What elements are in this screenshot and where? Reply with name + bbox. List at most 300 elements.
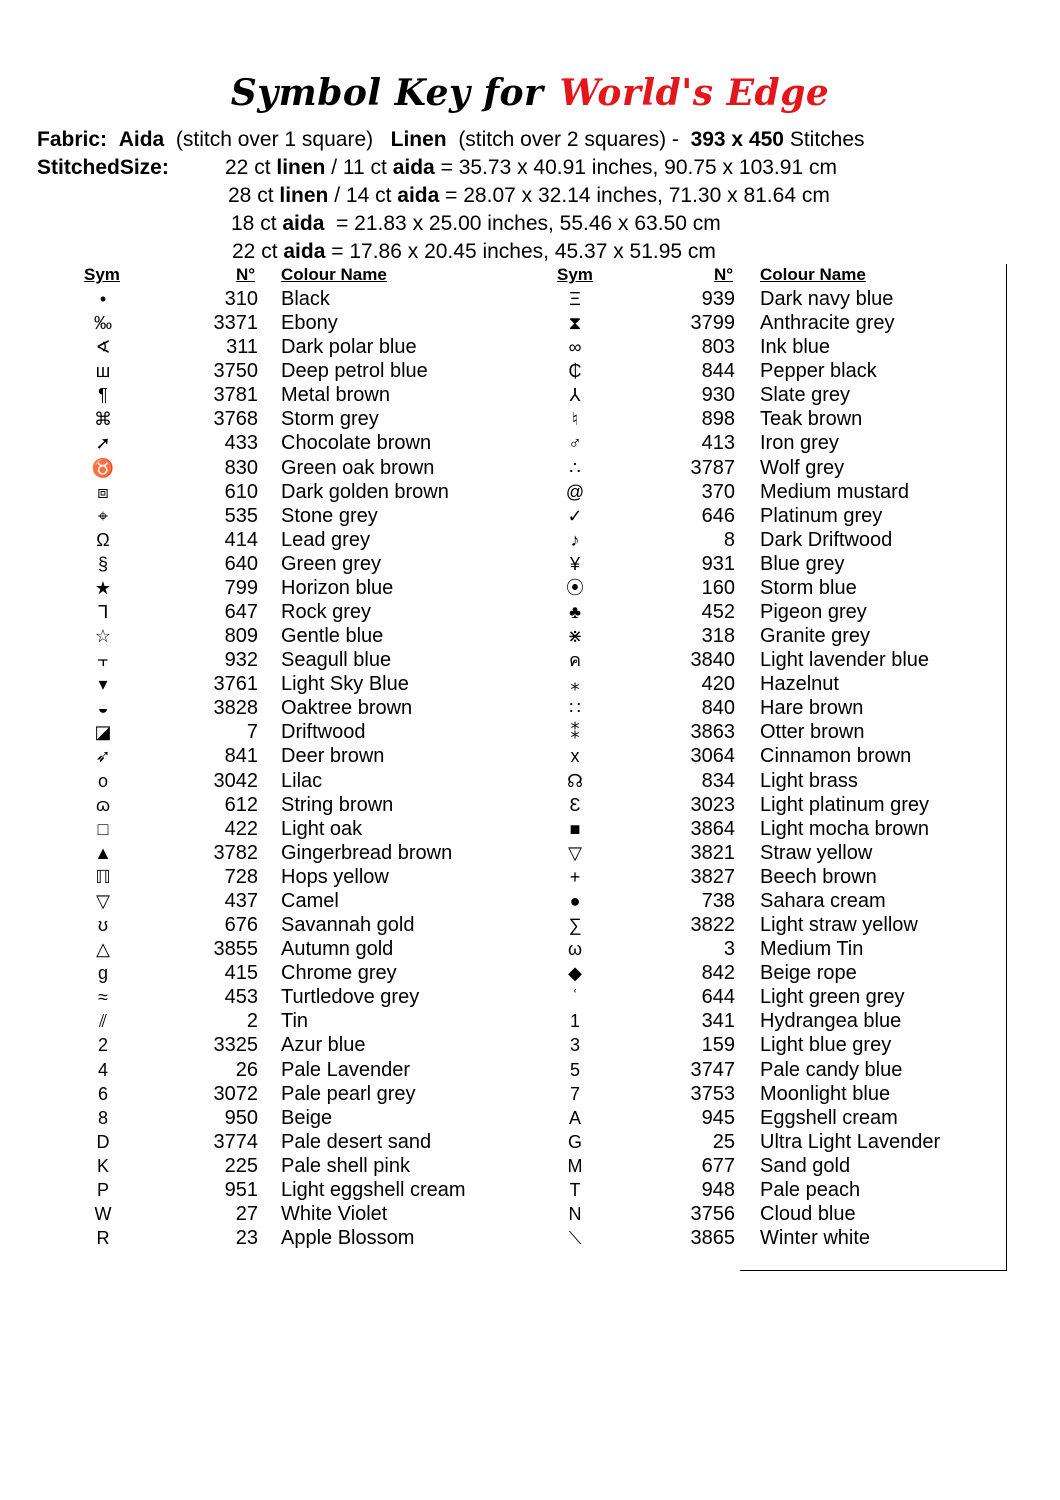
- number-cell: 842: [701, 962, 735, 985]
- table-row: [0, 720, 1060, 744]
- table-row: [0, 769, 1060, 793]
- colour-name-cell: Dark polar blue: [281, 336, 417, 359]
- colour-name-cell: White Violet: [281, 1202, 388, 1225]
- colour-name-cell: Hops yellow: [281, 865, 389, 888]
- size-fabric: linen: [276, 156, 326, 179]
- table-row: [0, 1033, 1060, 1057]
- colour-name-cell: Ebony: [281, 312, 338, 335]
- number-cell: 676: [224, 914, 258, 937]
- symbol-cell: Ω: [96, 529, 110, 550]
- symbol-cell: ⁑: [570, 722, 580, 743]
- symbol-cell: ⅄: [569, 385, 581, 406]
- number-cell: 948: [701, 1178, 735, 1201]
- colour-name-cell: Apple Blossom: [281, 1227, 415, 1250]
- header-num-right: N°: [714, 265, 734, 284]
- colour-name-cell: Beige rope: [760, 962, 857, 985]
- number-cell: 945: [701, 1106, 735, 1129]
- header-sym-left: Sym: [84, 265, 120, 284]
- number-cell: 413: [701, 432, 735, 455]
- table-row: [0, 600, 1060, 624]
- symbol-cell: W: [94, 1203, 112, 1224]
- symbol-cell: ★: [94, 577, 112, 598]
- colour-name-cell: Pale desert sand: [281, 1130, 432, 1153]
- colour-name-cell: Azur blue: [281, 1034, 366, 1057]
- number-cell: 415: [224, 962, 258, 985]
- colour-name-cell: Medium Tin: [760, 938, 864, 961]
- symbol-cell: ɷ: [95, 794, 111, 815]
- number-cell: 612: [224, 793, 258, 816]
- fabric-linen: Linen: [390, 128, 447, 151]
- number-cell: 453: [224, 986, 258, 1009]
- symbol-cell: 5: [569, 1059, 580, 1080]
- colour-name-cell: Metal brown: [281, 384, 390, 407]
- table-row: [0, 359, 1060, 383]
- colour-name-cell: Pepper black: [760, 360, 877, 383]
- colour-name-cell: Autumn gold: [281, 938, 394, 961]
- size-values: = 17.86 x 20.45 inches, 45.37 x 51.95 cm: [331, 240, 716, 263]
- colour-name-cell: Turtledove grey: [281, 986, 420, 1009]
- size-fabric: aida: [392, 156, 435, 179]
- symbol-cell: Ɛ: [569, 794, 581, 815]
- colour-name-cell: Pale candy blue: [760, 1058, 903, 1081]
- colour-name-cell: Savannah gold: [281, 914, 415, 937]
- symbol-cell: ⧗: [568, 313, 582, 334]
- symbol-cell: ∴: [569, 457, 581, 478]
- number-cell: 3822: [690, 914, 735, 937]
- symbol-cell: ‰: [94, 313, 112, 334]
- symbol-cell: x: [570, 746, 580, 767]
- colour-name-cell: String brown: [281, 793, 394, 816]
- symbol-cell: 8: [97, 1107, 108, 1128]
- symbol-cell: ⟍: [568, 1228, 582, 1249]
- colour-name-cell: Deer brown: [281, 745, 385, 768]
- table-row: [0, 1009, 1060, 1033]
- table-row: [0, 1154, 1060, 1178]
- colour-name-cell: Winter white: [760, 1227, 871, 1250]
- number-cell: 3864: [690, 817, 735, 840]
- symbol-cell: 6: [97, 1083, 108, 1104]
- table-row: [0, 480, 1060, 504]
- size-count: 18 ct: [231, 212, 277, 235]
- symbol-cell: ∑: [568, 915, 582, 936]
- table-row: [0, 865, 1060, 889]
- table-border-bottom: [740, 1270, 1007, 1271]
- symbol-cell: ω: [567, 939, 583, 960]
- colour-name-cell: Teak brown: [760, 408, 863, 431]
- table-row: [0, 1226, 1060, 1250]
- colour-name-cell: Moonlight blue: [760, 1082, 891, 1105]
- header-sym-right: Sym: [557, 265, 593, 284]
- number-cell: 3821: [690, 841, 735, 864]
- number-cell: 931: [701, 552, 735, 575]
- number-cell: 932: [224, 649, 258, 672]
- table-row: [0, 576, 1060, 600]
- colour-name-cell: Dark Driftwood: [760, 528, 893, 551]
- number-cell: 728: [224, 865, 258, 888]
- colour-name-cell: Gentle blue: [281, 625, 384, 648]
- number-cell: 311: [226, 336, 258, 359]
- number-cell: 341: [701, 1010, 735, 1033]
- symbol-cell: ♪: [570, 529, 580, 550]
- table-row: [0, 985, 1060, 1009]
- colour-name-cell: Sand gold: [760, 1154, 851, 1177]
- number-cell: 3787: [690, 456, 735, 479]
- table-row: [0, 1130, 1060, 1154]
- colour-name-cell: Gingerbread brown: [281, 841, 453, 864]
- number-cell: 647: [224, 601, 258, 624]
- colour-name-cell: Hydrangea blue: [760, 1010, 902, 1033]
- colour-name-cell: Straw yellow: [760, 841, 873, 864]
- colour-name-cell: Beige: [281, 1106, 333, 1129]
- symbol-cell: M: [567, 1155, 583, 1176]
- colour-name-cell: Seagull blue: [281, 649, 392, 672]
- colour-name-cell: Horizon blue: [281, 576, 394, 599]
- size-count: 28 ct: [228, 184, 274, 207]
- header-num-left: N°: [236, 265, 256, 284]
- table-row: [0, 1178, 1060, 1202]
- number-cell: 3782: [213, 841, 258, 864]
- symbol-cell: ш: [95, 361, 111, 382]
- number-cell: 646: [701, 504, 735, 527]
- table-row: [0, 889, 1060, 913]
- colour-name-cell: Light straw yellow: [760, 914, 918, 937]
- number-cell: 26: [235, 1058, 258, 1081]
- number-cell: 841: [224, 745, 258, 768]
- number-cell: 610: [224, 480, 258, 503]
- number-cell: 677: [701, 1154, 735, 1177]
- number-cell: 159: [701, 1034, 735, 1057]
- table-row: [0, 624, 1060, 648]
- colour-name-cell: Light green grey: [760, 986, 905, 1009]
- stitches-word: Stitches: [789, 128, 865, 151]
- symbol-cell: ⌖: [97, 505, 109, 526]
- colour-name-cell: Sahara cream: [760, 889, 886, 912]
- table-row: [0, 937, 1060, 961]
- colour-name-cell: Dark navy blue: [760, 288, 894, 310]
- size-values: = 21.83 x 25.00 inches, 55.46 x 63.50 cm: [330, 212, 721, 235]
- table-row: [0, 311, 1060, 335]
- table-row: [0, 383, 1060, 407]
- table-row: [0, 1058, 1060, 1082]
- symbol-key-table: [0, 287, 1060, 1250]
- colour-name-cell: Storm blue: [760, 576, 857, 599]
- symbol-cell: ≈: [98, 987, 108, 1008]
- size-separator: / 11 ct: [331, 156, 387, 179]
- number-cell: 951: [224, 1178, 258, 1201]
- number-cell: 8: [723, 528, 735, 551]
- symbol-cell: ₵: [568, 361, 582, 382]
- number-cell: 3747: [690, 1058, 735, 1081]
- symbol-cell: □: [97, 818, 109, 839]
- stitch-dimensions: 393 x 450: [690, 128, 784, 151]
- number-cell: 640: [224, 552, 258, 575]
- symbol-cell: ➚: [95, 433, 111, 454]
- header-colour-right: Colour Name: [760, 265, 866, 284]
- table-row: [0, 407, 1060, 431]
- fabric-linen-note: (stitch over 2 squares) -: [458, 128, 679, 151]
- symbol-cell: ⁎: [570, 674, 580, 695]
- size-line-1: [225, 156, 837, 180]
- symbol-cell: +: [569, 866, 581, 887]
- colour-name-cell: Medium mustard: [760, 480, 909, 503]
- colour-name-cell: Pale peach: [760, 1178, 861, 1201]
- symbol-cell: 2: [97, 1035, 108, 1056]
- colour-name-cell: Granite grey: [760, 625, 871, 648]
- symbol-cell: ♮: [571, 409, 579, 430]
- colour-name-cell: Platinum grey: [760, 504, 883, 527]
- symbol-cell: ⦿: [566, 577, 584, 598]
- number-cell: 7: [246, 721, 258, 744]
- colour-name-cell: Light mocha brown: [760, 817, 929, 840]
- number-cell: 414: [224, 528, 258, 551]
- symbol-cell: T: [569, 1179, 581, 1200]
- number-cell: 3827: [690, 865, 735, 888]
- colour-name-cell: Pigeon grey: [760, 601, 867, 624]
- colour-name-cell: Light brass: [760, 769, 858, 792]
- symbol-cell: P: [96, 1179, 109, 1200]
- colour-name-cell: Deep petrol blue: [281, 360, 428, 383]
- table-row: [0, 744, 1060, 768]
- symbol-cell: o: [97, 770, 108, 791]
- colour-name-cell: Chrome grey: [281, 962, 397, 985]
- colour-name-cell: Iron grey: [760, 432, 839, 455]
- symbol-cell: Ξ: [569, 289, 581, 309]
- colour-name-cell: Pale Lavender: [281, 1058, 410, 1081]
- table-row: [0, 504, 1060, 528]
- colour-name-cell: Green oak brown: [281, 456, 435, 479]
- pattern-name: World's Edge: [559, 72, 830, 114]
- symbol-cell: 3: [569, 1035, 580, 1056]
- symbol-cell: ℿ: [95, 866, 111, 887]
- colour-name-cell: Beech brown: [760, 865, 877, 888]
- table-row: [0, 817, 1060, 841]
- number-cell: 799: [224, 576, 258, 599]
- colour-name-cell: Light eggshell cream: [281, 1178, 466, 1201]
- table-row: [0, 696, 1060, 720]
- size-fabric: aida: [397, 184, 440, 207]
- page-title: [0, 72, 1060, 114]
- symbol-cell: ◪: [94, 722, 112, 743]
- symbol-cell: D: [96, 1131, 110, 1152]
- number-cell: 3756: [690, 1202, 735, 1225]
- number-cell: 3840: [690, 649, 735, 672]
- number-cell: 310: [224, 288, 258, 310]
- symbol-cell: •: [99, 289, 107, 309]
- colour-name-cell: Light lavender blue: [760, 649, 930, 672]
- size-values: = 35.73 x 40.91 inches, 90.75 x 103.91 cm: [440, 156, 837, 179]
- colour-name-cell: Tin: [281, 1010, 309, 1033]
- number-cell: 3863: [690, 721, 735, 744]
- symbol-cell: ⧈: [97, 481, 109, 502]
- number-cell: 898: [701, 408, 735, 431]
- table-row: [0, 913, 1060, 937]
- number-cell: 3750: [213, 360, 258, 383]
- number-cell: 803: [701, 336, 735, 359]
- colour-name-cell: Eggshell cream: [760, 1106, 898, 1129]
- colour-name-cell: Rock grey: [281, 601, 372, 624]
- number-cell: 830: [224, 456, 258, 479]
- table-row: [0, 1082, 1060, 1106]
- symbol-cell: A: [568, 1107, 581, 1128]
- number-cell: 809: [224, 625, 258, 648]
- symbol-cell: N: [568, 1203, 582, 1224]
- colour-name-cell: Lead grey: [281, 528, 370, 551]
- symbol-cell: ▽: [568, 842, 582, 863]
- symbol-cell: ◒: [97, 698, 109, 719]
- number-cell: 3325: [213, 1034, 258, 1057]
- colour-name-cell: Ultra Light Lavender: [760, 1130, 941, 1153]
- number-cell: 422: [224, 817, 258, 840]
- fabric-aida-note: (stitch over 1 square): [175, 128, 374, 151]
- symbol-cell: 1: [569, 1011, 580, 1032]
- symbol-cell: ¥: [569, 553, 580, 574]
- number-cell: 437: [224, 889, 258, 912]
- colour-name-cell: Light oak: [281, 817, 363, 840]
- colour-name-cell: Stone grey: [281, 504, 378, 527]
- header-colour-left: Colour Name: [281, 265, 387, 284]
- table-row: [0, 456, 1060, 480]
- size-fabric: aida: [283, 240, 326, 263]
- number-cell: 3072: [213, 1082, 258, 1105]
- table-row: [0, 648, 1060, 672]
- number-cell: 3042: [213, 769, 258, 792]
- symbol-cell: ☆: [94, 626, 112, 647]
- table-row: [0, 672, 1060, 696]
- symbol-cell: 7: [569, 1083, 580, 1104]
- colour-name-cell: Pale pearl grey: [281, 1082, 416, 1105]
- number-cell: 3828: [213, 697, 258, 720]
- colour-name-cell: Light blue grey: [760, 1034, 892, 1057]
- number-cell: 160: [701, 576, 735, 599]
- number-cell: 433: [224, 432, 258, 455]
- number-cell: 3371: [213, 312, 258, 335]
- size-line-3: [231, 212, 721, 236]
- stitched-size-label: StitchedSize:: [37, 156, 169, 179]
- colour-name-cell: Green grey: [281, 552, 382, 575]
- number-cell: 370: [701, 480, 735, 503]
- table-row: [0, 1202, 1060, 1226]
- size-values: = 28.07 x 32.14 inches, 71.30 x 81.64 cm: [445, 184, 830, 207]
- number-cell: 535: [224, 504, 258, 527]
- number-cell: 3799: [690, 312, 735, 335]
- number-cell: 225: [224, 1154, 258, 1177]
- colour-name-cell: Dark golden brown: [281, 480, 449, 503]
- number-cell: 950: [224, 1106, 258, 1129]
- symbol-cell: ⋇: [567, 626, 583, 647]
- colour-name-cell: Driftwood: [281, 721, 366, 744]
- number-cell: 3768: [213, 408, 258, 431]
- colour-name-cell: Hazelnut: [760, 673, 839, 696]
- number-cell: 3865: [690, 1227, 735, 1250]
- symbol-cell: ค: [568, 650, 582, 671]
- colour-name-cell: Ink blue: [760, 336, 831, 359]
- number-cell: 3781: [213, 384, 258, 407]
- symbol-cell: ⌘: [94, 409, 112, 430]
- size-fabric: linen: [279, 184, 329, 207]
- symbol-cell: G: [567, 1131, 582, 1152]
- number-cell: 420: [701, 673, 735, 696]
- symbol-cell: ⫽: [98, 1011, 108, 1032]
- colour-name-cell: Storm grey: [281, 408, 379, 431]
- colour-name-cell: Oaktree brown: [281, 697, 413, 720]
- number-cell: 452: [701, 601, 735, 624]
- symbol-cell: ♂: [568, 433, 582, 454]
- symbol-cell: 4: [97, 1059, 108, 1080]
- fabric-label: Fabric:: [37, 128, 108, 151]
- symbol-cell: △: [96, 939, 110, 960]
- size-line-2: [228, 184, 830, 208]
- colour-name-cell: Pale shell pink: [281, 1154, 410, 1177]
- symbol-cell: ♣: [569, 602, 581, 623]
- fabric-aida: Aida: [118, 128, 165, 151]
- symbol-cell: g: [97, 963, 108, 984]
- colour-name-cell: Chocolate brown: [281, 432, 432, 455]
- title-text: Symbol Key for: [230, 72, 544, 114]
- number-cell: 840: [701, 697, 735, 720]
- colour-name-cell: Cloud blue: [760, 1202, 856, 1225]
- number-cell: 318: [701, 625, 735, 648]
- size-fabric: aida: [282, 212, 325, 235]
- size-separator: / 14 ct: [334, 184, 392, 207]
- symbol-cell: ∞: [568, 337, 582, 358]
- number-cell: 834: [701, 769, 735, 792]
- symbol-cell: ▾: [98, 674, 108, 695]
- symbol-cell: K: [96, 1155, 109, 1176]
- symbol-cell: ◆: [568, 963, 582, 984]
- colour-name-cell: Otter brown: [760, 721, 865, 744]
- symbol-cell: ⫟: [97, 650, 109, 671]
- size-count: 22 ct: [232, 240, 278, 263]
- colour-name-cell: Black: [281, 288, 330, 310]
- symbol-cell: ∢: [95, 337, 111, 358]
- table-row: [0, 431, 1060, 455]
- number-cell: 23: [235, 1227, 258, 1250]
- number-cell: 3064: [690, 745, 735, 768]
- symbol-cell: ʿ: [572, 987, 578, 1008]
- size-count: 22 ct: [225, 156, 271, 179]
- symbol-cell: @: [565, 481, 585, 502]
- number-cell: 3023: [690, 793, 735, 816]
- table-row: [0, 1106, 1060, 1130]
- colour-name-cell: Slate grey: [760, 384, 851, 407]
- symbol-cell: R: [96, 1228, 110, 1249]
- fabric-line: [37, 128, 865, 152]
- number-cell: 738: [701, 889, 735, 912]
- table-row: [0, 793, 1060, 817]
- table-row: [0, 287, 1060, 311]
- number-cell: 27: [235, 1202, 258, 1225]
- colour-name-cell: Hare brown: [760, 697, 864, 720]
- table-row: [0, 552, 1060, 576]
- symbol-cell: ■: [569, 818, 581, 839]
- symbol-cell: ▲: [94, 842, 112, 863]
- colour-name-cell: Anthracite grey: [760, 312, 895, 335]
- number-cell: 25: [712, 1130, 735, 1153]
- colour-name-cell: Lilac: [281, 769, 323, 792]
- number-cell: 930: [701, 384, 735, 407]
- number-cell: 644: [701, 986, 735, 1009]
- table-row: [0, 961, 1060, 985]
- symbol-cell: ¶: [98, 385, 108, 406]
- symbol-cell: ᒣ: [97, 602, 109, 623]
- number-cell: 2: [246, 1010, 258, 1033]
- number-cell: 3855: [213, 938, 258, 961]
- symbol-cell: §: [97, 553, 108, 574]
- colour-name-cell: Wolf grey: [760, 456, 845, 479]
- symbol-cell: ☊: [567, 770, 583, 791]
- symbol-cell: ∷: [569, 698, 581, 719]
- colour-name-cell: Camel: [281, 889, 339, 912]
